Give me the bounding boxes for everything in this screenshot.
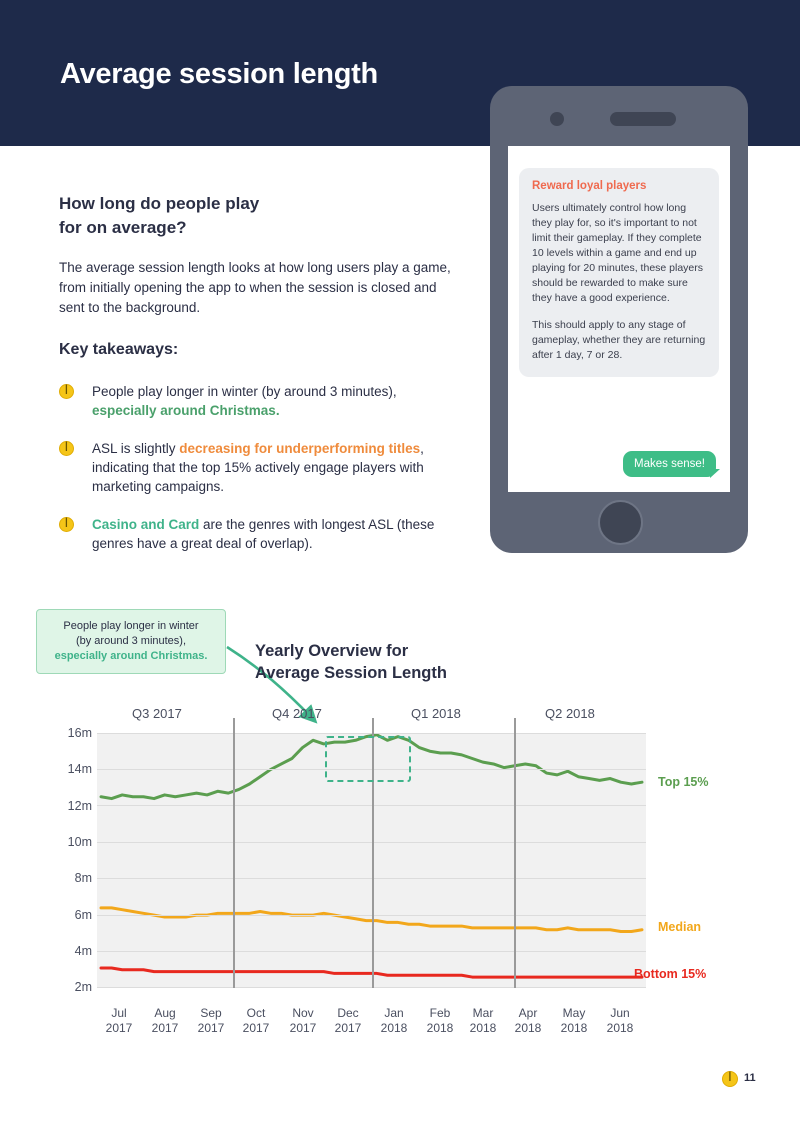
y-axis-tick: 2m [74,980,92,994]
x-axis-tick [595,1006,645,1036]
x-axis-tick [549,1006,599,1036]
quarter-divider [233,718,235,988]
x-axis-tick-year: 2017 [105,1021,133,1035]
x-axis-tick-month: May [562,1006,586,1020]
quarter-label: Q2 2018 [545,706,595,721]
chat-bubble-incoming [519,168,719,377]
x-axis-tick-year: 2018 [426,1021,454,1035]
x-axis-tick [278,1006,328,1036]
x-axis-tick-year: 2018 [606,1021,634,1035]
coin-icon [59,517,74,532]
x-axis-tick-month: Jan [384,1006,404,1020]
x-axis-tick-year: 2018 [560,1021,588,1035]
section-question-line2: for on average? [59,218,187,237]
chat-bubble-outgoing: Makes sense! [623,451,716,477]
x-axis-tick-year: 2017 [242,1021,270,1035]
phone-home-button[interactable] [598,500,643,545]
x-axis-tick-month: Sep [200,1006,222,1020]
x-axis-tick-year: 2018 [380,1021,408,1035]
x-axis-tick [458,1006,508,1036]
y-axis-tick: 8m [74,871,92,885]
x-axis-tick-year: 2017 [197,1021,225,1035]
phone-speaker-icon [610,112,676,126]
x-axis-tick-year: 2017 [151,1021,179,1035]
section-question-line1: How long do people play [59,194,260,213]
callout-line-1: People play longer in winter [63,620,199,632]
quarter-label: Q1 2018 [411,706,461,721]
x-axis-tick-year: 2017 [334,1021,362,1035]
bullet-text-plain-2: , indicating that the top 15% actively engage players with marketing campaigns. [92,441,424,494]
y-axis-tick: 14m [67,762,92,776]
x-axis-tick-month: Jun [610,1006,630,1020]
coin-icon [722,1071,738,1087]
chart-title-line-1: Yearly Overview for [255,642,409,660]
x-axis-tick-month: Mar [472,1006,494,1020]
bullet-text-plain: ASL is slightly [92,441,180,456]
list-item [59,382,459,420]
x-axis-tick-month: Nov [292,1006,314,1020]
key-takeaways-list [59,382,459,572]
coin-icon [59,441,74,456]
list-item [59,515,459,553]
page-number: 11 [744,1072,756,1084]
x-axis-tick [323,1006,373,1036]
x-axis-tick-month: Jul [111,1006,127,1020]
chart-highlight-box [325,736,411,782]
phone-camera-icon [550,112,564,126]
x-axis-tick-month: Feb [429,1006,451,1020]
bullet-text-plain: People play longer in winter (by around 3 minutes), [92,384,397,399]
chat-bubble-paragraph-2: This should apply to any stage of gameplay, whether they are returning after 1 day, 7 or 28. [532,319,706,361]
legend-label-top15: Top 15% [658,775,709,789]
section-question [59,192,389,240]
chart-title [255,640,555,684]
intro-paragraph: The average session length looks at how long users play a game, from initially opening the app to when the session is closed and sent to the background. [59,260,451,315]
bullet-text-highlight: decreasing for underperforming titles [179,441,421,456]
x-axis-tick [140,1006,190,1036]
legend-label-bottom15: Bottom 15% [634,967,707,981]
chat-bubble-title: Reward loyal players [532,180,647,192]
x-axis-tick-year: 2018 [514,1021,542,1035]
chat-bubble-paragraph-1: Users ultimately control how long they play for, so it's important to not limit their gameplay. If they complete 10 levels within a game and end up playing for 20 minutes, these players should be rewarded to make sure they have a good experience. [532,202,704,304]
x-axis-tick-month: Aug [154,1006,176,1020]
x-axis-tick-month: Dec [337,1006,359,1020]
callout-highlight: especially around Christmas. [54,650,208,662]
callout-line-2: (by around 3 minutes), [75,635,187,647]
quarter-label: Q3 2017 [132,706,182,721]
list-item [59,439,459,496]
quarter-divider [514,718,516,988]
y-axis-tick: 10m [67,835,92,849]
key-takeaways-heading: Key takeaways: [59,341,179,358]
x-axis-tick [186,1006,236,1036]
chart-callout [36,609,226,674]
bullet-text-plain-2: are the genres with longest ASL (these genres have a great deal of overlap). [92,517,435,551]
x-axis-tick-year: 2017 [289,1021,317,1035]
bullet-text-highlight: Casino and Card [92,517,200,532]
bullet-text-highlight: especially around Christmas. [92,403,280,418]
y-axis-tick: 16m [67,726,92,740]
page-title: Average session length [60,58,378,90]
y-axis-tick: 12m [67,799,92,813]
y-axis-tick: 4m [74,944,92,958]
chart-title-line-2: Average Session Length [255,664,447,682]
y-axis-tick: 6m [74,908,92,922]
x-axis-tick [231,1006,281,1036]
legend-label-median: Median [658,920,702,934]
quarter-label: Q4 2017 [272,706,322,721]
x-axis-tick [369,1006,419,1036]
x-axis-tick [94,1006,144,1036]
x-axis-tick-year: 2018 [469,1021,497,1035]
x-axis-tick-month: Apr [518,1006,538,1020]
coin-icon [59,384,74,399]
x-axis-tick-month: Oct [246,1006,266,1020]
x-axis-tick [503,1006,553,1036]
